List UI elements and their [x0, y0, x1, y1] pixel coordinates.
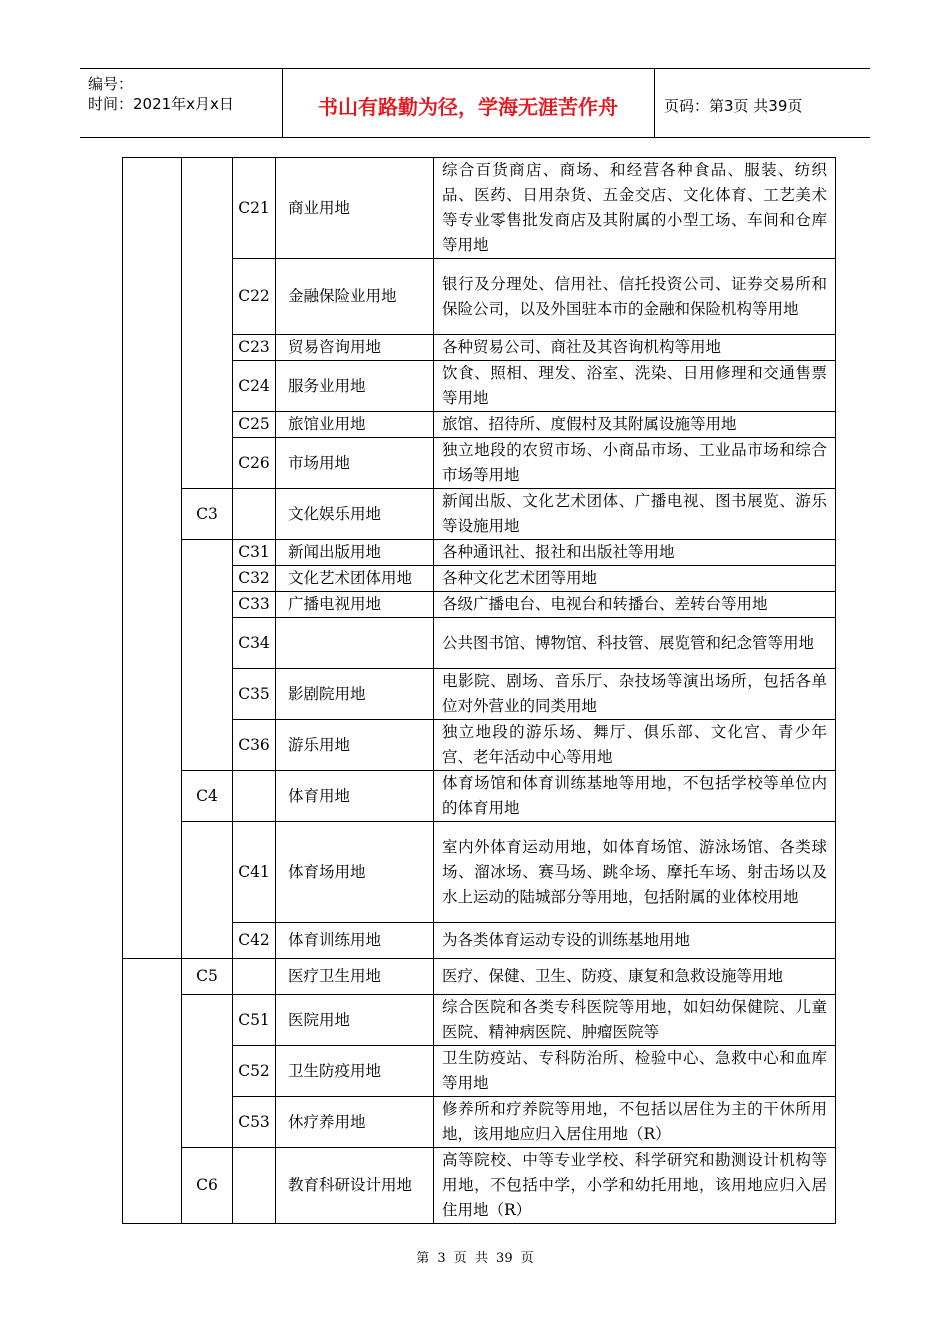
desc-cell: 高等院校、中等专业学校、科学研究和勘测设计机构等用地，不包括中学，小学和幼托用地，该用地应归入居住用地（R）: [434, 1148, 836, 1224]
blank-cell: [182, 540, 233, 771]
desc-cell: 独立地段的农贸市场、小商品市场、工业品市场和综合市场等用地: [434, 438, 836, 489]
blank-cell: [182, 158, 233, 489]
table-row: [123, 995, 836, 1046]
code-cell: C4: [182, 771, 233, 822]
name-cell: 广播电视用地: [276, 592, 434, 618]
blank-cell: [233, 489, 276, 540]
table-row: [123, 158, 836, 259]
time-label: 时间：2021年x月x日: [88, 95, 234, 113]
desc-cell: 各级广播电台、电视台和转播台、差转台等用地: [434, 592, 836, 618]
header-motto: 书山有路勤为径，学海无涯苦作舟: [318, 95, 618, 119]
desc-cell: 各种文化艺术团等用地: [434, 566, 836, 592]
blank-cell: [233, 1148, 276, 1224]
name-cell: 金融保险业用地: [276, 259, 434, 335]
desc-cell: 电影院、剧场、音乐厅、杂技场等演出场所，包括各单位对外营业的同类用地: [434, 669, 836, 720]
document-header: [80, 68, 870, 138]
table-row: [123, 1148, 836, 1224]
code-cell: C5: [182, 959, 233, 995]
number-label: 编号：: [88, 75, 134, 93]
desc-cell: 为各类体育运动专设的训练基地用地: [434, 923, 836, 959]
name-cell: 影剧院用地: [276, 669, 434, 720]
name-cell: 体育场用地: [276, 822, 434, 923]
name-cell: 文化娱乐用地: [276, 489, 434, 540]
blank-cell: [182, 822, 233, 959]
code-cell: C24: [233, 361, 276, 412]
desc-cell: 新闻出版、文化艺术团体、广播电视、图书展览、游乐等设施用地: [434, 489, 836, 540]
blank-cell: [123, 158, 182, 959]
desc-cell: 各种通讯社、报社和出版社等用地: [434, 540, 836, 566]
table-row: [123, 540, 836, 566]
desc-cell: 综合百货商店、商场、和经营各种食品、服装、纺织品、医药、日用杂货、五金交店、文化体育、工艺美术等专业零售批发商店及其附属的小型工场、车间和仓库等用地: [434, 158, 836, 259]
page-footer: 第 3 页 共 39 页: [416, 1251, 534, 1266]
desc-cell: 修养所和疗养院等用地，不包括以居住为主的干休所用地，该用地应归入居住用地（R）: [434, 1097, 836, 1148]
name-cell: 医院用地: [276, 995, 434, 1046]
page-info: 页码：第3页 共39页: [664, 97, 803, 115]
name-cell: 体育用地: [276, 771, 434, 822]
land-use-table: [122, 157, 836, 1224]
table-row: [123, 822, 836, 923]
code-cell: C6: [182, 1148, 233, 1224]
name-cell: 市场用地: [276, 438, 434, 489]
table-row: [123, 489, 836, 540]
name-cell: 商业用地: [276, 158, 434, 259]
name-cell: 医疗卫生用地: [276, 959, 434, 995]
code-cell: C51: [233, 995, 276, 1046]
table-row: [123, 771, 836, 822]
code-cell: C53: [233, 1097, 276, 1148]
blank-cell: [123, 959, 182, 1224]
code-cell: C31: [233, 540, 276, 566]
name-cell: 教育科研设计用地: [276, 1148, 434, 1224]
blank-cell: [233, 959, 276, 995]
code-cell: C35: [233, 669, 276, 720]
desc-cell: 公共图书馆、博物馆、科技管、展览管和纪念管等用地: [434, 618, 836, 669]
desc-cell: 银行及分理处、信用社、信托投资公司、证券交易所和保险公司，以及外国驻本市的金融和保险机构等用地: [434, 259, 836, 335]
name-cell: 新闻出版用地: [276, 540, 434, 566]
code-cell: C41: [233, 822, 276, 923]
name-cell: 文化艺术团体用地: [276, 566, 434, 592]
code-cell: C23: [233, 335, 276, 361]
code-cell: C34: [233, 618, 276, 669]
desc-cell: 医疗、保健、卫生、防疫、康复和急救设施等用地: [434, 959, 836, 995]
desc-cell: 饮食、照相、理发、浴室、洗染、日用修理和交通售票等用地: [434, 361, 836, 412]
code-cell: C21: [233, 158, 276, 259]
name-cell: 贸易咨询用地: [276, 335, 434, 361]
desc-cell: 卫生防疫站、专科防治所、检验中心、急救中心和血库等用地: [434, 1046, 836, 1097]
header-divider: [654, 69, 655, 137]
name-cell: [276, 618, 434, 669]
code-cell: C22: [233, 259, 276, 335]
name-cell: 服务业用地: [276, 361, 434, 412]
name-cell: 卫生防疫用地: [276, 1046, 434, 1097]
code-cell: C42: [233, 923, 276, 959]
desc-cell: 体育场馆和体育训练基地等用地，不包括学校等单位内的体育用地: [434, 771, 836, 822]
name-cell: 休疗养用地: [276, 1097, 434, 1148]
desc-cell: 综合医院和各类专科医院等用地，如妇幼保健院、儿童医院、精神病医院、肿瘤医院等: [434, 995, 836, 1046]
name-cell: 体育训练用地: [276, 923, 434, 959]
desc-cell: 各种贸易公司、商社及其咨询机构等用地: [434, 335, 836, 361]
code-cell: C26: [233, 438, 276, 489]
table-row: [123, 959, 836, 995]
name-cell: 游乐用地: [276, 720, 434, 771]
desc-cell: 旅馆、招待所、度假村及其附属设施等用地: [434, 412, 836, 438]
desc-cell: 室内外体育运动用地，如体育场馆、游泳场馆、各类球场、溜冰场、赛马场、跳伞场、摩托车场、射击场以及水上运动的陆城部分等用地，包括附属的业体校用地: [434, 822, 836, 923]
blank-cell: [182, 995, 233, 1148]
code-cell: C3: [182, 489, 233, 540]
code-cell: C32: [233, 566, 276, 592]
name-cell: 旅馆业用地: [276, 412, 434, 438]
blank-cell: [233, 771, 276, 822]
code-cell: C52: [233, 1046, 276, 1097]
code-cell: C25: [233, 412, 276, 438]
desc-cell: 独立地段的游乐场、舞厅、俱乐部、文化宫、青少年宫、老年活动中心等用地: [434, 720, 836, 771]
code-cell: C36: [233, 720, 276, 771]
code-cell: C33: [233, 592, 276, 618]
